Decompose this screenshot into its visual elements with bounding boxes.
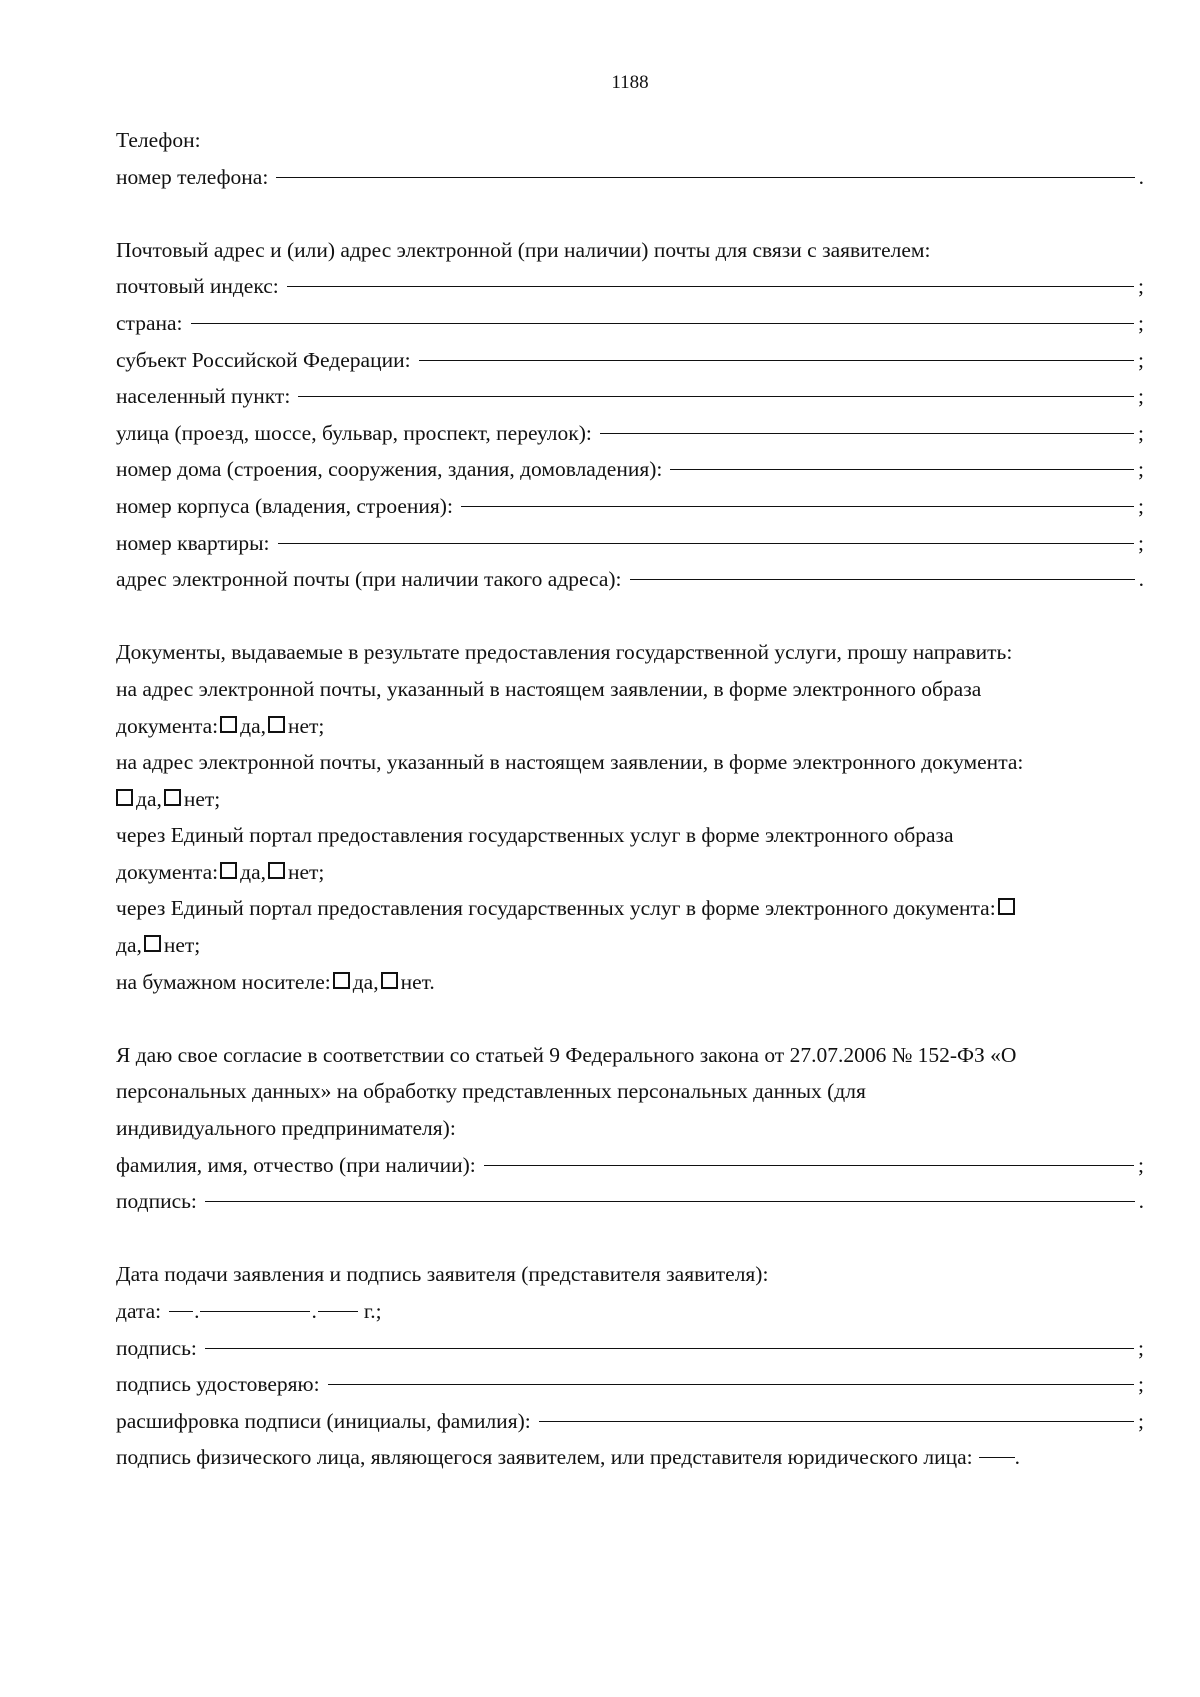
phone-heading (116, 122, 1144, 159)
building-label: номер корпуса (владения, строения): (116, 493, 453, 518)
delivery-option-1-line1 (116, 671, 1144, 708)
email-field[interactable] (630, 579, 1135, 580)
checkbox-yes[interactable] (220, 716, 237, 733)
consent-signature-label: подпись: (116, 1189, 197, 1214)
address-field-row (116, 415, 1144, 452)
country-label: страна: (116, 310, 183, 335)
consent-line-3 (116, 1110, 1144, 1147)
email-end: . (1138, 567, 1144, 592)
address-field-row (116, 488, 1144, 525)
consent-fio-end: ; (1138, 1152, 1144, 1177)
submission-signature-end: ; (1138, 1335, 1144, 1360)
decode-end: ; (1138, 1408, 1144, 1433)
apartment-end: ; (1138, 530, 1144, 555)
checkbox-yes-label: да, (136, 786, 162, 811)
submission-heading (116, 1256, 1144, 1293)
country-end: ; (1138, 310, 1144, 335)
delivery-option-1-line2 (116, 708, 1144, 745)
decode-label: расшифровка подписи (инициалы, фамилия): (116, 1408, 531, 1433)
date-separator: . (311, 1299, 317, 1323)
house-end: ; (1138, 457, 1144, 482)
delivery-option-2-line1 (116, 744, 1144, 781)
checkbox-no[interactable] (381, 972, 398, 989)
delivery-heading-text: Документы, выдаваемые в результате предоставления государственной услуги, прошу направить: (116, 640, 1013, 665)
decode-row (116, 1403, 1144, 1440)
consent-text: индивидуального предпринимателя): (116, 1116, 456, 1141)
date-month-field[interactable] (200, 1311, 310, 1312)
delivery-option-2-line2 (116, 781, 1144, 818)
submission-heading-text: Дата подачи заявления и подпись заявителя (представителя заявителя): (116, 1262, 769, 1287)
phone-number-end: . (1138, 164, 1144, 189)
house-field[interactable] (670, 469, 1134, 470)
date-row (116, 1293, 1144, 1330)
checkbox-yes-label: да, (240, 713, 266, 738)
consent-text: персональных данных» на обработку представленных персональных данных (для (116, 1079, 866, 1104)
delivery-option-4-text: через Единый портал предоставления государственных услуг в форме электронного документа: (116, 896, 996, 921)
delivery-option-3-text-cont: документа: (116, 859, 219, 884)
postal-code-end: ; (1138, 274, 1144, 299)
consent-fio-row (116, 1147, 1144, 1184)
region-end: ; (1138, 347, 1144, 372)
consent-text: Я даю свое согласие в соответствии со статьей 9 Федерального закона от 27.07.2006 № 152-ФЗ «О (116, 1042, 1017, 1067)
delivery-option-4-line1 (116, 890, 1144, 927)
postal-code-field[interactable] (287, 286, 1134, 287)
locality-label: населенный пункт: (116, 384, 291, 409)
address-field-row (116, 378, 1144, 415)
locality-field[interactable] (298, 396, 1134, 397)
address-field-row (116, 525, 1144, 562)
page-number: 1188 (611, 72, 649, 93)
email-label: адрес электронной почты (при наличии такого адреса): (116, 567, 622, 592)
delivery-option-5-line1 (116, 964, 1144, 1001)
phone-number-row (116, 159, 1144, 196)
consent-signature-end: . (1138, 1189, 1144, 1214)
locality-end: ; (1138, 384, 1144, 409)
checkbox-no[interactable] (144, 935, 161, 952)
date-separator: . (194, 1299, 200, 1323)
checkbox-yes[interactable] (998, 898, 1015, 915)
submission-signature-label: подпись: (116, 1335, 197, 1360)
street-end: ; (1138, 420, 1144, 445)
final-signature-label: подпись физического лица, являющегося заявителем, или представителя юридического лица: (116, 1445, 973, 1470)
checkbox-no[interactable] (164, 789, 181, 806)
certify-field[interactable] (328, 1384, 1134, 1385)
final-signature-row (116, 1439, 1144, 1476)
checkbox-yes[interactable] (220, 862, 237, 879)
date-year-field[interactable] (318, 1311, 358, 1312)
certify-row (116, 1366, 1144, 1403)
delivery-option-3-line1 (116, 817, 1144, 854)
address-field-row (116, 268, 1144, 305)
phone-number-label: номер телефона: (116, 164, 269, 189)
consent-fio-field[interactable] (484, 1165, 1134, 1166)
checkbox-yes[interactable] (116, 789, 133, 806)
checkbox-yes-label: да, (352, 969, 379, 994)
form-body (116, 122, 1144, 1476)
certify-label: подпись удостоверяю: (116, 1372, 320, 1397)
final-signature-field[interactable] (979, 1457, 1015, 1458)
submission-signature-field[interactable] (205, 1348, 1134, 1349)
delivery-option-1-text-cont: документа: (116, 713, 219, 738)
building-end: ; (1138, 493, 1144, 518)
date-suffix: г.; (363, 1299, 382, 1323)
delivery-option-4-line2 (116, 927, 1144, 964)
checkbox-no-label: нет. (400, 969, 435, 994)
consent-fio-label: фамилия, имя, отчество (при наличии): (116, 1152, 476, 1177)
checkbox-no[interactable] (268, 716, 285, 733)
address-field-row (116, 561, 1144, 598)
address-field-row (116, 451, 1144, 488)
address-heading-text: Почтовый адрес и (или) адрес электронной (при наличии) почты для связи с заявителем: (116, 237, 931, 262)
delivery-option-5-text: на бумажном носителе: (116, 969, 331, 994)
checkbox-yes-label: да, (240, 859, 266, 884)
postal-code-label: почтовый индекс: (116, 274, 279, 299)
checkbox-yes[interactable] (333, 972, 350, 989)
date-label: дата: (116, 1299, 162, 1323)
checkbox-no-label: нет; (287, 713, 325, 738)
region-field[interactable] (419, 360, 1134, 361)
checkbox-yes-label: да, (116, 933, 142, 958)
delivery-option-3-line2 (116, 854, 1144, 891)
certify-end: ; (1138, 1372, 1144, 1397)
consent-signature-row (116, 1183, 1144, 1220)
delivery-option-2-text: на адрес электронной почты, указанный в настоящем заявлении, в форме электронного документа: (116, 750, 1024, 775)
address-field-row (116, 342, 1144, 379)
street-label: улица (проезд, шоссе, бульвар, проспект, переулок): (116, 420, 592, 445)
checkbox-no-label: нет; (287, 859, 325, 884)
date-day-field[interactable] (169, 1311, 193, 1312)
address-heading (116, 232, 1144, 269)
apartment-label: номер квартиры: (116, 530, 270, 555)
building-field[interactable] (461, 506, 1134, 507)
consent-line-2 (116, 1073, 1144, 1110)
checkbox-no-label: нет; (183, 786, 221, 811)
delivery-option-1-text: на адрес электронной почты, указанный в настоящем заявлении, в форме электронного образа (116, 676, 982, 701)
country-field[interactable] (191, 323, 1135, 324)
checkbox-no[interactable] (268, 862, 285, 879)
phone-heading-text: Телефон: (116, 128, 201, 152)
checkbox-no-label: нет; (163, 933, 201, 958)
apartment-field[interactable] (278, 543, 1135, 544)
delivery-option-3-text: через Единый портал предоставления государственных услуг в форме электронного образа (116, 823, 954, 848)
address-field-row (116, 305, 1144, 342)
phone-number-field[interactable] (276, 177, 1134, 178)
region-label: субъект Российской Федерации: (116, 347, 411, 372)
house-label: номер дома (строения, сооружения, здания, домовладения): (116, 457, 663, 482)
submission-signature-row (116, 1330, 1144, 1367)
decode-field[interactable] (539, 1421, 1134, 1422)
street-field[interactable] (600, 433, 1134, 434)
final-signature-end: . (1014, 1445, 1021, 1470)
consent-signature-field[interactable] (205, 1201, 1135, 1202)
consent-line-1 (116, 1037, 1144, 1074)
delivery-heading (116, 634, 1144, 671)
